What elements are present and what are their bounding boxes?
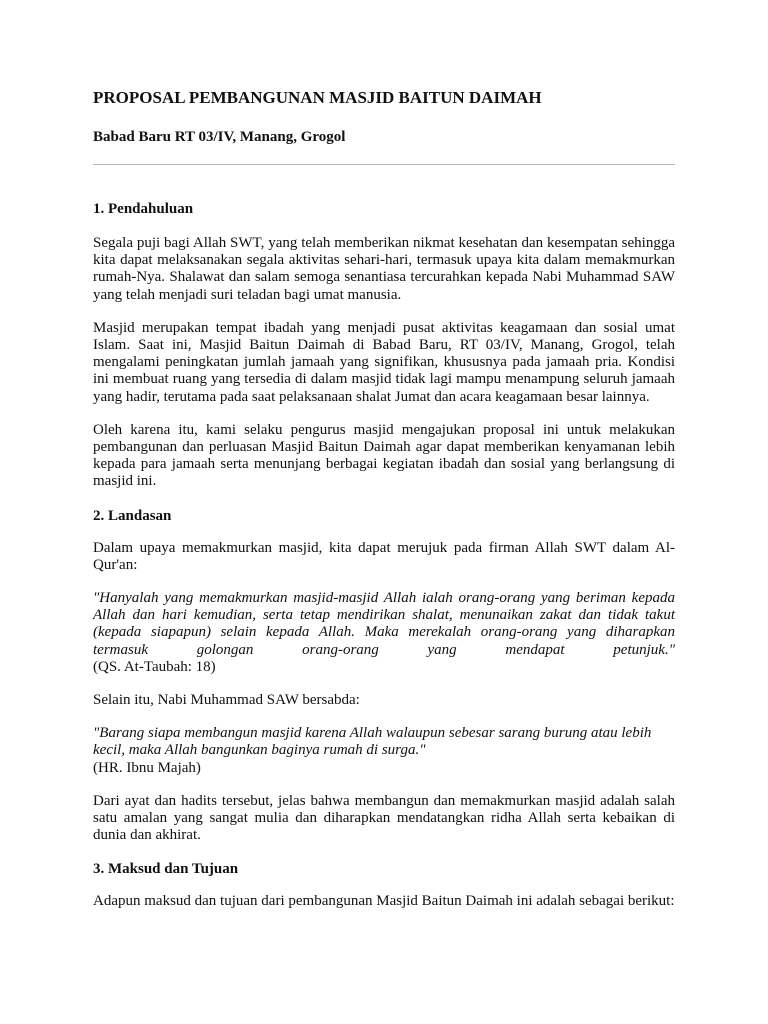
quran-reference: (QS. At-Taubah: 18)	[93, 658, 216, 675]
paragraph-pendahuluan-1: Segala puji bagi Allah SWT, yang telah memberikan nikmat kesehatan dan kesempatan sehingga kita dapat melaksanakan segala aktivitas sehari-hari, termasuk upaya kita dalam memakmurkan rumah-Nya. Shalawat dan salam semoga senantiasa tercurahkan kepada Nabi Muhammad SAW yang telah menjadi suri teladan bagi umat manusia.	[93, 235, 675, 303]
paragraph-pendahuluan-3: Oleh karena itu, kami selaku pengurus masjid mengajukan proposal ini untuk melakukan pembangunan dan perluasan Masjid Baitun Daimah agar dapat memberikan kenyamanan lebih kepada para jamaah serta menunjang berbagai kegiatan ibadah dan sosial yang berlangsung di masjid ini.	[93, 421, 675, 490]
hadith-reference: (HR. Ibnu Majah)	[93, 759, 201, 776]
section-heading-landasan: 2. Landasan	[93, 507, 172, 524]
paragraph-landasan-intro: Dalam upaya memakmurkan masjid, kita dapat merujuk pada firman Allah SWT dalam Al-Qur'an:	[93, 539, 675, 573]
document-subtitle: Babad Baru RT 03/IV, Manang, Grogol	[93, 129, 346, 145]
paragraph-landasan-conclusion: Dari ayat dan hadits tersebut, jelas bahwa membangun dan memakmurkan masjid adalah salah satu amalan yang sangat mulia dan diharapkan mendatangkan ridha Allah serta kebaikan di dunia dan akhirat.	[93, 792, 675, 844]
paragraph-maksud-tujuan-intro: Adapun maksud dan tujuan dari pembangunan Masjid Baitun Daimah ini adalah sebagai berikut:	[93, 893, 675, 910]
header-divider	[93, 164, 675, 165]
section-heading-maksud-tujuan: 3. Maksud dan Tujuan	[93, 861, 239, 878]
paragraph-pendahuluan-2: Masjid merupakan tempat ibadah yang menjadi pusat aktivitas keagamaan dan sosial umat Islam. Saat ini, Masjid Baitun Daimah di Babad Baru, RT 03/IV, Manang, Grogol, telah mengalami peningkatan jumlah jamaah yang signifikan, khususnya pada jamaah pria. Kondisi ini membuat ruang yang tersedia di dalam masjid tidak lagi mampu menampung seluruh jamaah yang hadir, terutama pada saat pelaksanaan shalat Jumat dan acara keagamaan besar lainnya.	[93, 319, 675, 405]
section-heading-pendahuluan: 1. Pendahuluan	[93, 201, 194, 217]
quran-quote: "Hanyalah yang memakmurkan masjid-masjid Allah ialah orang-orang yang beriman kepada Allah dan hari kemudian, serta tetap mendirikan shalat, menunaikan zakat dan tidak takut (kepada siapapun) selain kepada Allah. Maka merekalah orang-orang yang diharapkan termasuk golongan orang-orang yang mendapat petunjuk."	[93, 590, 675, 658]
paragraph-hadith-intro: Selain itu, Nabi Muhammad SAW bersabda:	[93, 692, 360, 709]
document-title: PROPOSAL PEMBANGUNAN MASJID BAITUN DAIMAH	[93, 88, 542, 107]
hadith-quote: "Barang siapa membangun masjid karena Allah walaupun sebesar sarang burung atau lebih kecil, maka Allah bangunkan baginya rumah di surga."	[93, 725, 652, 759]
